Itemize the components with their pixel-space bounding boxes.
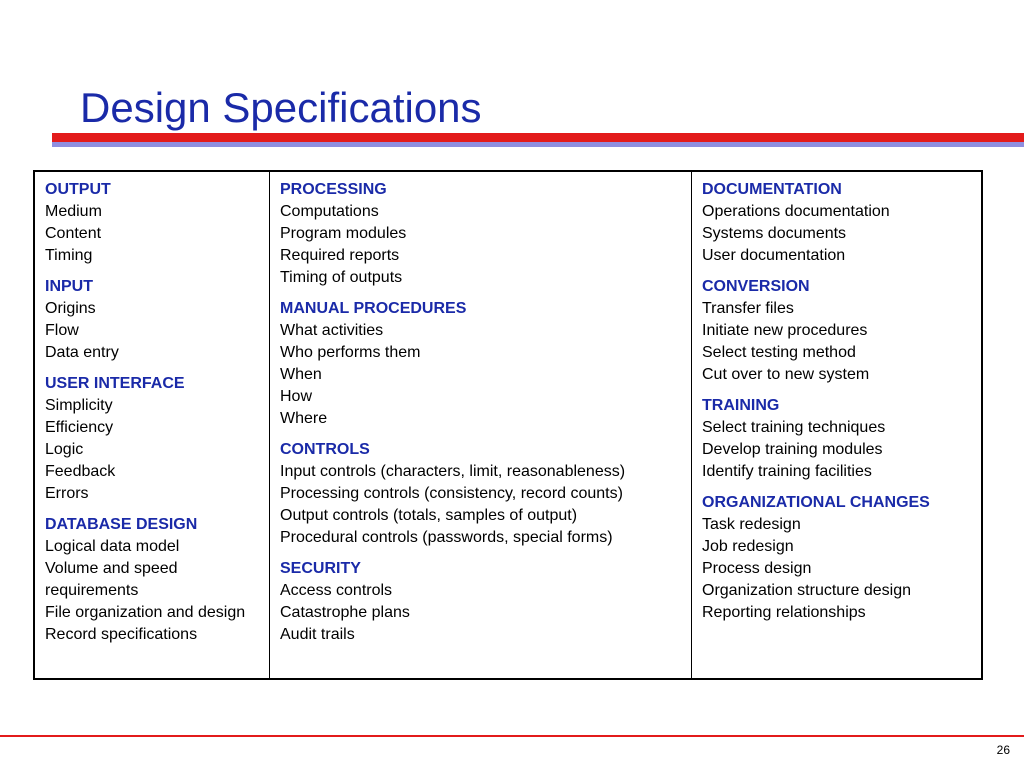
- list-item: Data entry: [45, 344, 119, 361]
- list-item: When: [280, 366, 322, 383]
- list-item: Output controls (totals, samples of output): [280, 507, 578, 524]
- section-manual-procedures: [280, 298, 681, 430]
- list-item: Task redesign: [702, 516, 801, 533]
- list-item: Processing controls (consistency, record counts): [280, 485, 623, 502]
- section-heading: SECURITY: [280, 560, 361, 577]
- section-heading: TRAINING: [702, 397, 780, 414]
- list-item: File organization and design: [45, 604, 246, 621]
- list-item: Procedural controls (passwords, special forms): [280, 529, 613, 546]
- list-item: Record specifications: [45, 626, 198, 643]
- list-item: Where: [280, 410, 328, 427]
- section-output: [45, 179, 259, 267]
- section-heading: INPUT: [45, 278, 93, 295]
- list-item: Catastrophe plans: [280, 604, 410, 621]
- slide-title: Design Specifications: [80, 84, 482, 131]
- section-organizational-changes: [702, 492, 971, 624]
- column-2: [270, 172, 692, 678]
- list-item: Reporting relationships: [702, 604, 866, 621]
- list-item: Logic: [45, 441, 84, 458]
- section-security: [280, 558, 681, 646]
- specifications-table: [33, 170, 983, 680]
- section-heading: PROCESSING: [280, 181, 387, 198]
- list-item: Organization structure design: [702, 582, 911, 599]
- section-heading: CONTROLS: [280, 441, 370, 458]
- list-item: Develop training modules: [702, 441, 883, 458]
- list-item: Timing of outputs: [280, 269, 403, 286]
- list-item: Systems documents: [702, 225, 847, 242]
- list-item: Errors: [45, 485, 89, 502]
- list-item: Flow: [45, 322, 79, 339]
- column-3: [692, 172, 981, 678]
- footer-divider: [0, 735, 1024, 737]
- list-item: Initiate new procedures: [702, 322, 868, 339]
- section-processing: [280, 179, 681, 289]
- list-item: Access controls: [280, 582, 393, 599]
- section-heading: MANUAL PROCEDURES: [280, 300, 467, 317]
- section-heading: OUTPUT: [45, 181, 111, 198]
- list-item: Origins: [45, 300, 96, 317]
- section-training: [702, 395, 971, 483]
- list-item: Transfer files: [702, 300, 794, 317]
- list-item: Who performs them: [280, 344, 421, 361]
- section-heading: ORGANIZATIONAL CHANGES: [702, 494, 930, 511]
- list-item: What activities: [280, 322, 384, 339]
- list-item: User documentation: [702, 247, 846, 264]
- title-underline-blue: [52, 142, 1024, 147]
- list-item: Volume and speed requirements: [45, 560, 178, 599]
- section-input: [45, 276, 259, 364]
- list-item: Select training techniques: [702, 419, 886, 436]
- title-underline-red: [52, 133, 1024, 142]
- list-item: Select testing method: [702, 344, 856, 361]
- list-item: Timing: [45, 247, 93, 264]
- list-item: Simplicity: [45, 397, 113, 414]
- list-item: Computations: [280, 203, 379, 220]
- section-heading: CONVERSION: [702, 278, 810, 295]
- section-user-interface: [45, 373, 259, 505]
- section-conversion: [702, 276, 971, 386]
- list-item: Medium: [45, 203, 102, 220]
- list-item: Required reports: [280, 247, 400, 264]
- list-item: Identify training facilities: [702, 463, 872, 480]
- list-item: Program modules: [280, 225, 407, 242]
- section-heading: DOCUMENTATION: [702, 181, 842, 198]
- section-heading: DATABASE DESIGN: [45, 516, 198, 533]
- list-item: Input controls (characters, limit, reasonableness): [280, 463, 626, 480]
- list-item: Operations documentation: [702, 203, 890, 220]
- list-item: Feedback: [45, 463, 116, 480]
- list-item: Process design: [702, 560, 812, 577]
- list-item: Content: [45, 225, 102, 242]
- list-item: Job redesign: [702, 538, 794, 555]
- list-item: Cut over to new system: [702, 366, 870, 383]
- list-item: Logical data model: [45, 538, 180, 555]
- page-number: 26: [996, 743, 1010, 757]
- list-item: How: [280, 388, 313, 405]
- section-controls: [280, 439, 681, 549]
- section-heading: USER INTERFACE: [45, 375, 185, 392]
- list-item: Audit trails: [280, 626, 355, 643]
- list-item: Efficiency: [45, 419, 114, 436]
- section-database-design: [45, 514, 259, 646]
- column-1: [35, 172, 270, 678]
- section-documentation: [702, 179, 971, 267]
